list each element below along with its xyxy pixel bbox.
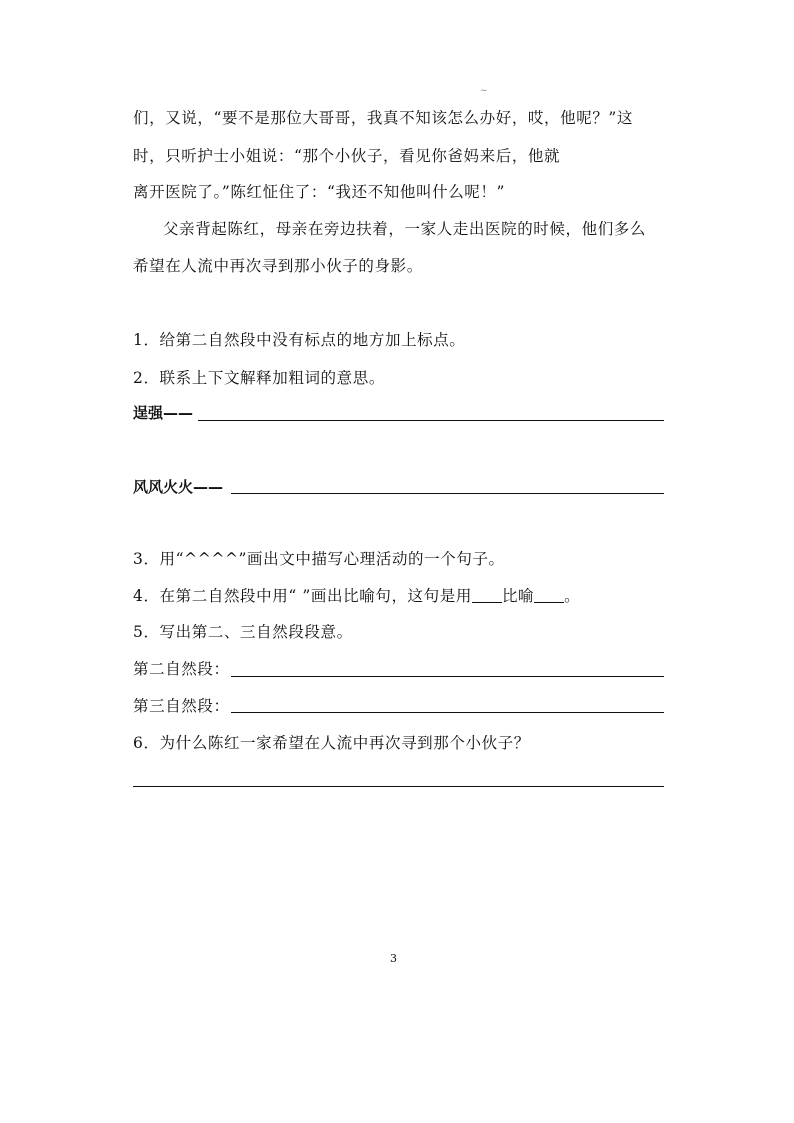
- para-3-label: 第三自然段：: [133, 697, 230, 715]
- word-2-answer-line[interactable]: [231, 493, 664, 494]
- question-1: 1．给第二自然段中没有标点的地方加上标点。: [133, 331, 466, 349]
- passage-line-4: 父亲背起陈红，母亲在旁边扶着，一家人走出医院的时候，他们多么: [163, 220, 647, 238]
- header-mark: ~: [480, 86, 488, 96]
- question-4: [133, 586, 580, 606]
- passage-line-1: 们，又说，“要不是那位大哥哥，我真不知该怎么办好，哎，他呢？”这: [133, 109, 634, 127]
- word-1-answer-line[interactable]: [198, 420, 664, 421]
- question-4-text: 4．在第二自然段中用“ ”画出比喻句，这句是用: [133, 587, 472, 605]
- passage-line-2: 时，只听护士小姐说：“那个小伙子，看见你爸妈来后，他就: [133, 147, 561, 165]
- word-2-label: 风风火火——: [133, 478, 224, 496]
- question-4-end: 。: [564, 587, 581, 605]
- passage-line-5: 希望在人流中再次寻到那小伙子的身影。: [133, 257, 423, 275]
- para-2-label: 第二自然段：: [133, 660, 230, 678]
- para-2-answer-line[interactable]: [231, 676, 664, 677]
- question-2: 2．联系上下文解释加粗词的意思。: [133, 369, 385, 387]
- question-5: 5．写出第二、三自然段段意。: [133, 623, 353, 641]
- passage-line-3: 离开医院了。”陈红怔住了：“我还不知他叫什么呢！”: [133, 183, 506, 201]
- page-number: 3: [390, 952, 397, 965]
- question-3: 3．用“^^^^”画出文中描写心理活动的一个句子。: [133, 550, 505, 568]
- word-1-label: 逞强——: [133, 404, 194, 422]
- question-4-blank-2[interactable]: [534, 588, 564, 603]
- question-4-middle: 比喻: [501, 587, 535, 605]
- para-3-answer-line[interactable]: [231, 712, 664, 713]
- question-6: 6．为什么陈红一家希望在人流中再次寻到那个小伙子？: [133, 734, 530, 752]
- question-4-blank-1[interactable]: [472, 588, 502, 603]
- question-6-answer-line[interactable]: [133, 786, 664, 787]
